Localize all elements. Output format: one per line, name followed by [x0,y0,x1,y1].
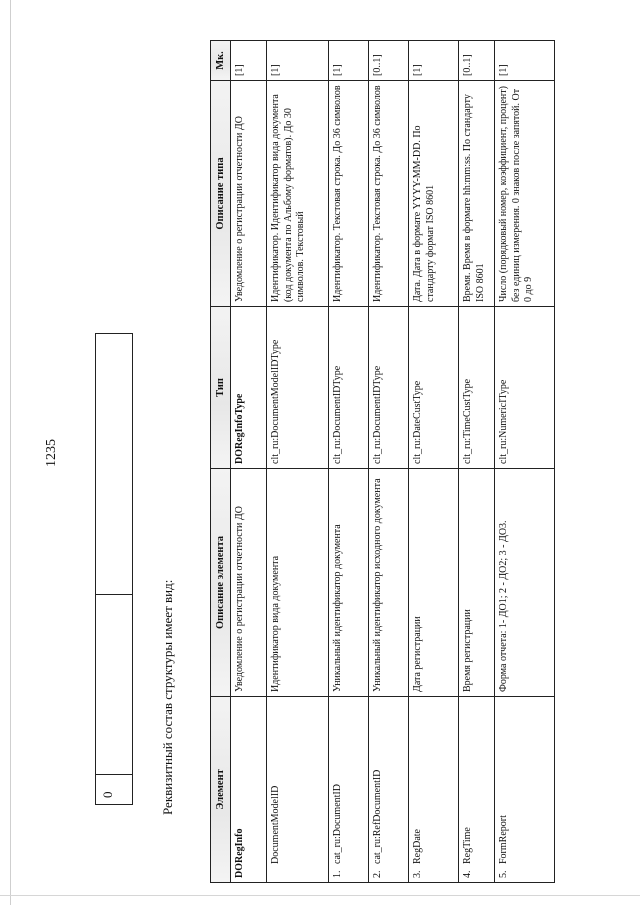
element-cell [231,697,267,883]
mk-cell: [1] [267,41,329,81]
type-cell: clt_ru:DocumentModelIDType [267,307,329,469]
mk-cell: [0..1] [459,41,495,81]
row-number: 2. [372,870,384,878]
element-cell [369,697,409,883]
type-cell: clt_ru:TimeCustType [459,307,495,469]
element-name: RegTime [462,827,474,864]
element-name: cat_ru:DocumentID [332,784,344,864]
table-row [329,41,369,883]
page-number: 1235 [44,439,59,467]
element-name: cat_ru:RefDocumentID [372,769,384,864]
stamp-box [95,333,133,805]
element-desc-cell: Идентификатор вида документа [267,469,329,697]
element-name: DORegInfo [234,828,246,878]
element-desc-cell: Дата регистрации [409,469,459,697]
element-desc-cell: Форма отчета: 1- ДО1; 2 - ДО2; 3 - ДО3. [495,469,555,697]
header-type: Тип [211,307,231,469]
element-desc-cell: Уведомление о регистрации отчетности ДО [231,469,267,697]
element-cell [495,697,555,883]
structure-table [210,40,555,883]
element-desc-cell: Уникальный идентификатор документа [329,469,369,697]
table-row [267,41,329,883]
table-row [231,41,267,883]
type-cell: clt_ru:DocumentIDType [329,307,369,469]
element-name: FormReport [498,815,510,864]
table-row [369,41,409,883]
element-cell [267,697,329,883]
mk-cell: [1] [329,41,369,81]
row-number: 4. [462,870,474,878]
stamp-cell: 0 [96,774,132,804]
header-element: Элемент [211,697,231,883]
mk-cell: [0..1] [369,41,409,81]
row-number: 5. [498,870,510,878]
table-row [409,41,459,883]
table-row [495,41,555,883]
mk-cell: [1] [409,41,459,81]
header-type-desc: Описание типа [211,81,231,307]
row-number: 1. [332,870,344,878]
type-desc-cell: Идентификатор. Текстовая строка. До 36 символов [329,81,369,307]
table-body [231,41,555,883]
mk-cell: [1] [495,41,555,81]
type-desc-cell: Время. Время в формате hh:mm:ss. По стандарту ISO 8601 [459,81,495,307]
type-desc-cell: Идентификатор. Текстовая строка. До 36 символов [369,81,409,307]
element-desc-cell: Время регистрации [459,469,495,697]
table-header-row [211,41,231,883]
table-row [459,41,495,883]
header-mk: Мк. [211,41,231,81]
type-desc-cell: Уведомление о регистрации отчетности ДО [231,81,267,307]
element-cell [409,697,459,883]
element-name: RegDate [412,829,424,864]
header-element-desc: Описание элемента [211,469,231,697]
element-cell [459,697,495,883]
row-number: 3. [412,870,424,878]
intro-text: Реквизитный состав структуры имеет вид: [160,579,175,815]
type-desc-cell: Число (порядковый номер, коэффициент, процент) без единиц измерения. 0 знаков после запятой. От 0 до 9 [495,81,555,307]
element-desc-cell: Уникальный идентификатор исходного документа [369,469,409,697]
stamp-cell [96,334,132,594]
type-cell: clt_ru:DocumentIDType [369,307,409,469]
type-desc-cell: Дата. Дата в формате YYYY-MM-DD. По стандарту формат ISO 8601 [409,81,459,307]
mk-cell: [1] [231,41,267,81]
type-cell: DORegInfoType [231,307,267,469]
type-cell: clt_ru:DateCustType [409,307,459,469]
element-cell [329,697,369,883]
type-cell: clt_ru:NumericIType [495,307,555,469]
element-name: DocumentModelID [270,785,282,864]
type-desc-cell: Идентификатор. Идентификатор вида документа (код документа по Альбому форматов). До 30 символов. Текстовый [267,81,329,307]
stamp-cell [96,594,132,774]
